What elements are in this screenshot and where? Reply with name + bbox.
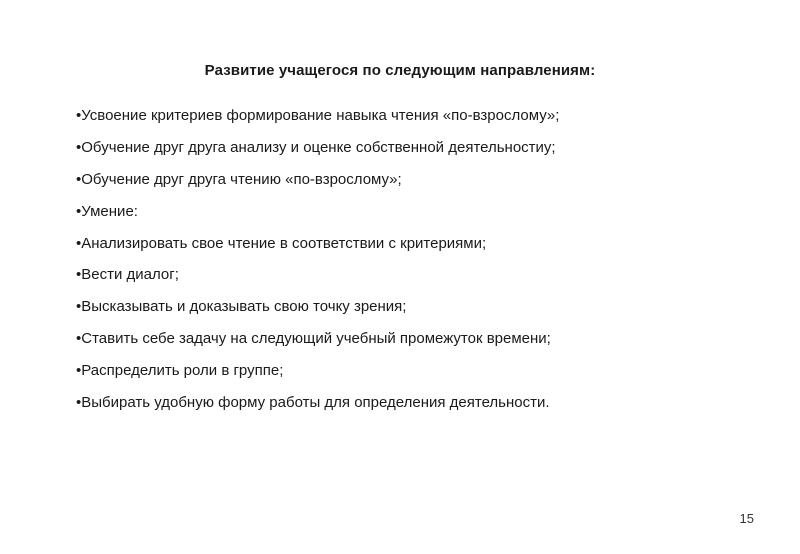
list-item-text: Высказывать и доказывать свою точку зрения; [81, 298, 407, 316]
list-item-text: Распределить роли в группе; [81, 362, 284, 380]
list-item [76, 296, 559, 328]
bullet-marker: • [76, 298, 82, 316]
list-item [76, 201, 559, 233]
list-item [76, 328, 559, 360]
bullet-marker: • [76, 138, 82, 156]
list-item-text: Вести диалог; [81, 266, 179, 284]
bullet-marker: • [76, 202, 82, 220]
bullet-marker: • [76, 362, 82, 380]
list-item-text: Ставить себе задачу на следующий учебный промежуток времени; [81, 330, 551, 348]
list-item-text: Анализировать свое чтение в соответствии с критериями; [81, 234, 487, 252]
bullet-marker: • [76, 170, 82, 188]
bullet-marker: • [76, 266, 82, 284]
list-item [76, 264, 559, 296]
bullet-marker: • [76, 107, 82, 124]
list-item-text: Выбирать удобную форму работы для определения деятельности. [81, 394, 550, 412]
list-item [76, 169, 559, 201]
list-item [76, 233, 559, 265]
list-item [76, 137, 559, 169]
bullet-marker: • [76, 330, 82, 348]
bullet-marker: • [76, 394, 82, 412]
bullet-marker: • [76, 234, 82, 252]
list-item-text: Умение: [81, 202, 138, 220]
list-item [76, 105, 559, 137]
slide-title: Развитие учащегося по следующим направлениям: [204, 62, 596, 79]
list-item-text: Обучение друг друга анализу и оценке собственной деятельностиy; [81, 138, 556, 156]
list-item [76, 392, 559, 424]
bullet-list [76, 105, 559, 424]
list-item-text: Усвоение критериев формирование навыка чтения «по-взрослому»; [81, 107, 560, 124]
list-item-text: Обучение друг друга чтению «по-взрослому»; [81, 170, 402, 188]
list-item [76, 360, 559, 392]
page-number: 15 [739, 511, 754, 526]
